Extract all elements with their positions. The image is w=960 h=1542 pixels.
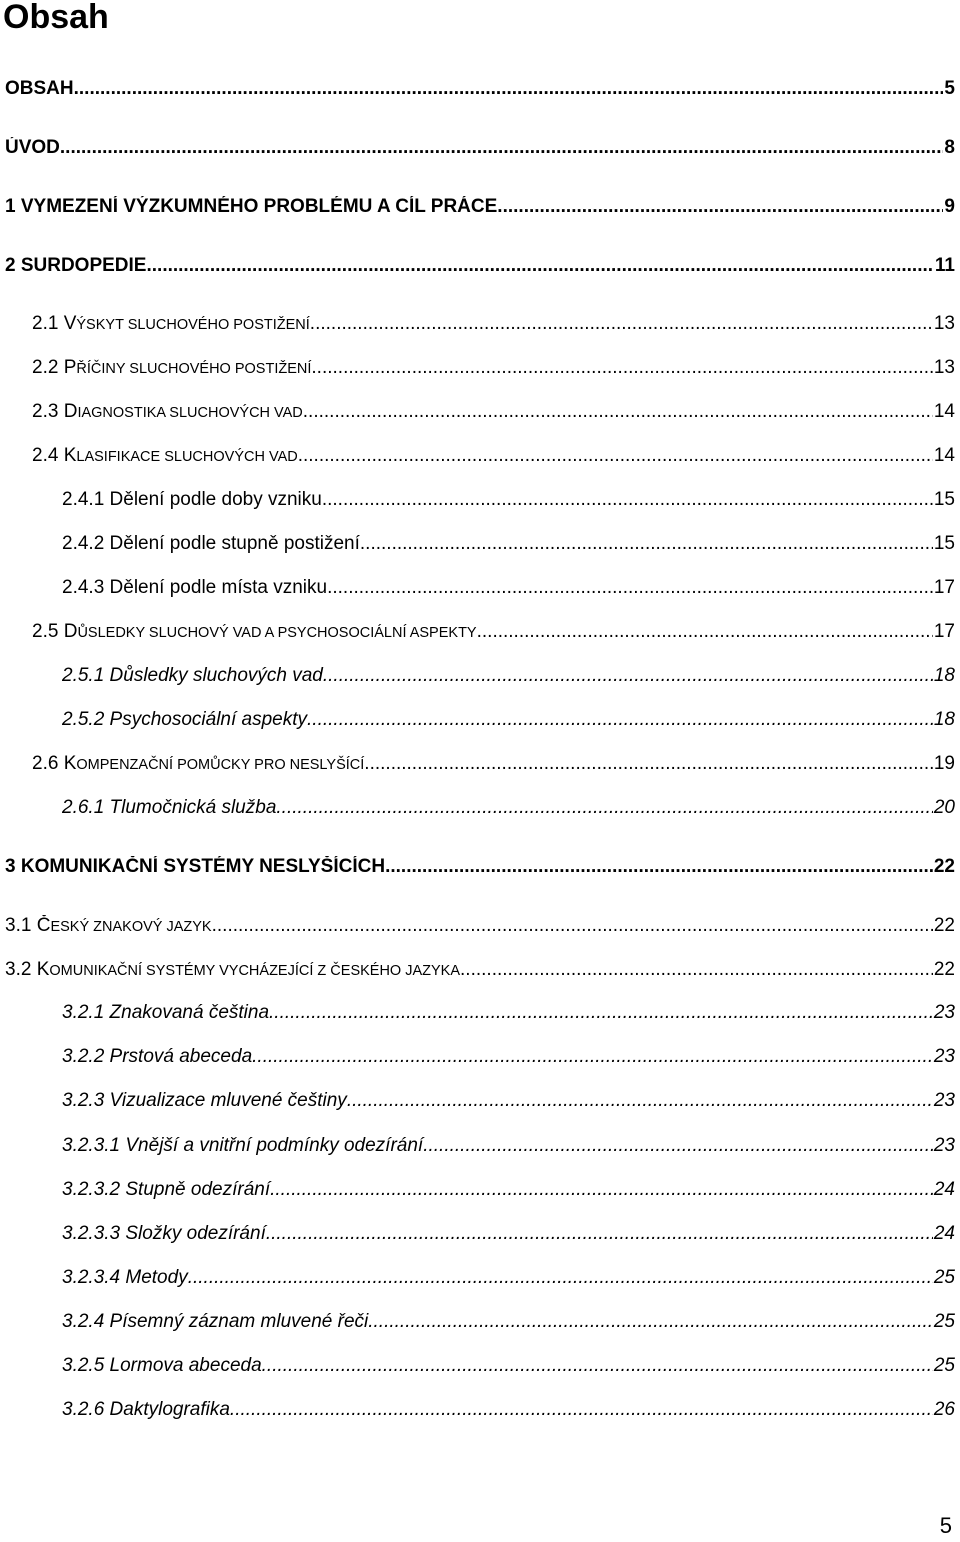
toc-leader-dots bbox=[298, 445, 933, 467]
toc-leader-dots bbox=[188, 1267, 933, 1289]
toc-entry-page: 22 bbox=[933, 959, 955, 980]
toc-entry[interactable] bbox=[62, 1135, 955, 1157]
toc-entry[interactable] bbox=[5, 255, 955, 277]
toc-entry-page: 25 bbox=[933, 1267, 955, 1288]
toc-entry-label: 3.2.6 Daktylografika bbox=[62, 1399, 230, 1420]
toc-entry-label: 2.1 VÝSKYT SLUCHOVÉHO POSTIŽENÍ bbox=[32, 313, 310, 334]
toc-entry-page: 23 bbox=[933, 1090, 955, 1111]
toc-leader-dots bbox=[269, 1002, 933, 1024]
toc-entry-page: 23 bbox=[933, 1002, 955, 1023]
toc-entry-label: 2.2 PŘÍČINY SLUCHOVÉHO POSTIŽENÍ bbox=[32, 357, 312, 378]
toc-entry-page: 17 bbox=[933, 621, 955, 642]
toc-entry[interactable] bbox=[62, 1046, 955, 1068]
page-number: 5 bbox=[939, 1513, 952, 1538]
toc-entry-page: 23 bbox=[933, 1046, 955, 1067]
toc-entry-label: 3.2.1 Znakovaná čeština bbox=[62, 1002, 270, 1023]
toc-entry-label: 3.2.2 Prstová abeceda bbox=[62, 1046, 253, 1067]
toc-entry-label: 2.6 KOMPENZAČNÍ POMŮCKY PRO NESLYŠÍCÍ bbox=[32, 753, 365, 774]
toc-entry-label: 3.2 KOMUNIKAČNÍ SYSTÉMY VYCHÁZEJÍCÍ Z ČESKÉHO JAZYKA bbox=[5, 959, 461, 980]
toc-entry[interactable] bbox=[62, 1002, 955, 1024]
toc-entry-label: 3.2.4 Písemný záznam mluvené řeči bbox=[62, 1311, 369, 1332]
toc-leader-dots bbox=[303, 401, 933, 423]
toc-entry-label: ÚVOD bbox=[5, 137, 60, 158]
toc-leader-dots bbox=[347, 1090, 933, 1112]
toc-entry-page: 19 bbox=[933, 753, 955, 774]
toc-entry[interactable] bbox=[32, 313, 955, 335]
toc-entry-page: 20 bbox=[933, 797, 955, 818]
toc-entry-label: 2.5.1 Důsledky sluchových vad bbox=[62, 665, 323, 686]
toc-entry-page: 14 bbox=[933, 401, 955, 422]
toc-leader-dots bbox=[477, 621, 933, 643]
toc-entry-label: 2.4.1 Dělení podle doby vzniku bbox=[62, 489, 322, 510]
toc-entry-page: 11 bbox=[934, 255, 955, 276]
toc-leader-dots bbox=[230, 1399, 933, 1421]
toc-entry[interactable] bbox=[62, 1355, 955, 1377]
toc-entry-page: 5 bbox=[944, 78, 955, 99]
toc-entry-label: 2.5 DŮSLEDKY SLUCHOVÝ VAD A PSYCHOSOCIÁLNÍ ASPEKTY bbox=[32, 621, 477, 642]
toc-leader-dots bbox=[307, 709, 933, 731]
toc-entry-page: 23 bbox=[933, 1135, 955, 1156]
toc-leader-dots bbox=[60, 137, 944, 159]
toc-entry-page: 22 bbox=[933, 856, 955, 877]
toc-leader-dots bbox=[323, 665, 933, 687]
toc-leader-dots bbox=[385, 856, 933, 878]
toc-entry[interactable] bbox=[5, 856, 955, 878]
toc-leader-dots bbox=[266, 1223, 933, 1245]
toc-entry-page: 15 bbox=[933, 533, 955, 554]
toc-entry[interactable] bbox=[5, 959, 955, 981]
toc-entry[interactable] bbox=[32, 357, 955, 379]
toc-entry-label: 3.2.3.3 Složky odezírání bbox=[62, 1223, 266, 1244]
toc-leader-dots bbox=[423, 1135, 933, 1157]
toc-leader-dots bbox=[146, 255, 933, 277]
toc-leader-dots bbox=[74, 78, 944, 100]
toc-entry-page: 18 bbox=[933, 665, 955, 686]
toc-entry-label: 3.1 ČESKÝ ZNAKOVÝ JAZYK bbox=[5, 915, 212, 936]
toc-entry-page: 25 bbox=[933, 1311, 955, 1332]
toc-entry[interactable] bbox=[62, 489, 955, 511]
toc-entry[interactable] bbox=[62, 1090, 955, 1112]
toc-leader-dots bbox=[360, 533, 933, 555]
toc-entry-label: 3 KOMUNIKAČNÍ SYSTÉMY NESLYŠÍCÍCH bbox=[5, 856, 386, 877]
toc-leader-dots bbox=[270, 1179, 933, 1201]
toc-entry[interactable] bbox=[62, 665, 955, 687]
toc-leader-dots bbox=[327, 577, 933, 599]
toc-entry-label: 2.3 DIAGNOSTIKA SLUCHOVÝCH VAD bbox=[32, 401, 303, 422]
toc-entry[interactable] bbox=[62, 577, 955, 599]
toc-leader-dots bbox=[310, 313, 933, 335]
toc-entry[interactable] bbox=[32, 401, 955, 423]
toc-entry-label: 2.4.3 Dělení podle místa vzniku bbox=[62, 577, 328, 598]
toc-entry[interactable] bbox=[5, 78, 955, 100]
toc-entry-page: 15 bbox=[933, 489, 955, 510]
toc-entry-label: 3.2.5 Lormova abeceda bbox=[62, 1355, 262, 1376]
toc-entry-label: 2.6.1 Tlumočnická služba bbox=[62, 797, 277, 818]
toc-leader-dots bbox=[368, 1311, 933, 1333]
toc-entry-page: 18 bbox=[933, 709, 955, 730]
toc-entry[interactable] bbox=[5, 196, 955, 218]
toc-leader-dots bbox=[276, 797, 932, 819]
toc-entry[interactable] bbox=[62, 1223, 955, 1245]
toc-entry-page: 13 bbox=[933, 357, 955, 378]
toc-entry-page: 24 bbox=[933, 1223, 955, 1244]
toc-entry[interactable] bbox=[32, 621, 955, 643]
toc-leader-dots bbox=[212, 915, 933, 937]
toc-entry-page: 24 bbox=[933, 1179, 955, 1200]
toc-entry[interactable] bbox=[32, 753, 955, 775]
toc-entry-label: 2 SURDOPEDIE bbox=[5, 255, 147, 276]
toc-entry-label: OBSAH bbox=[5, 78, 74, 99]
toc-leader-dots bbox=[252, 1046, 933, 1068]
toc-entry-label: 2.4.2 Dělení podle stupně postižení bbox=[62, 533, 360, 554]
toc-leader-dots bbox=[322, 489, 933, 511]
toc-entry-label: 2.4 KLASIFIKACE SLUCHOVÝCH VAD bbox=[32, 445, 298, 466]
toc-entry-page: 17 bbox=[933, 577, 955, 598]
page-title: Obsah bbox=[3, 0, 109, 36]
toc-entry-label: 3.2.3.1 Vnější a vnitřní podmínky odezírání bbox=[62, 1135, 424, 1156]
toc-entry[interactable] bbox=[62, 797, 955, 819]
toc-entry-page: 14 bbox=[933, 445, 955, 466]
toc-leader-dots bbox=[497, 196, 943, 218]
toc-entry-label: 2.5.2 Psychosociální aspekty bbox=[62, 709, 308, 730]
toc-entry-label: 3.2.3 Vizualizace mluvené češtiny bbox=[62, 1090, 347, 1111]
toc-entry-page: 8 bbox=[944, 137, 955, 158]
toc-entry-page: 26 bbox=[933, 1399, 955, 1420]
toc-entry[interactable] bbox=[62, 533, 955, 555]
toc-entry[interactable] bbox=[5, 915, 955, 937]
toc-leader-dots bbox=[460, 959, 933, 981]
toc-entry-label: 1 VYMEZENÍ VÝZKUMNÉHO PROBLÉMU A CÍL PRÁCE bbox=[5, 196, 498, 217]
toc-entry-page: 22 bbox=[933, 915, 955, 936]
toc-entry[interactable] bbox=[62, 1311, 955, 1333]
toc-entry[interactable] bbox=[5, 137, 955, 159]
toc-leader-dots bbox=[364, 753, 933, 775]
toc-entry-page: 9 bbox=[944, 196, 955, 217]
toc-entry[interactable] bbox=[32, 445, 955, 467]
toc-entry-label: 3.2.3.4 Metody bbox=[62, 1267, 188, 1288]
toc-entry-page: 25 bbox=[933, 1355, 955, 1376]
toc-entry-label: 3.2.3.2 Stupně odezírání bbox=[62, 1179, 271, 1200]
toc-leader-dots bbox=[262, 1355, 933, 1377]
toc-leader-dots bbox=[311, 357, 932, 379]
toc-entry[interactable] bbox=[62, 1179, 955, 1201]
toc-entry[interactable] bbox=[62, 709, 955, 731]
toc-entry[interactable] bbox=[62, 1399, 955, 1421]
toc-entry-page: 13 bbox=[933, 313, 955, 334]
toc-entry[interactable] bbox=[62, 1267, 955, 1289]
